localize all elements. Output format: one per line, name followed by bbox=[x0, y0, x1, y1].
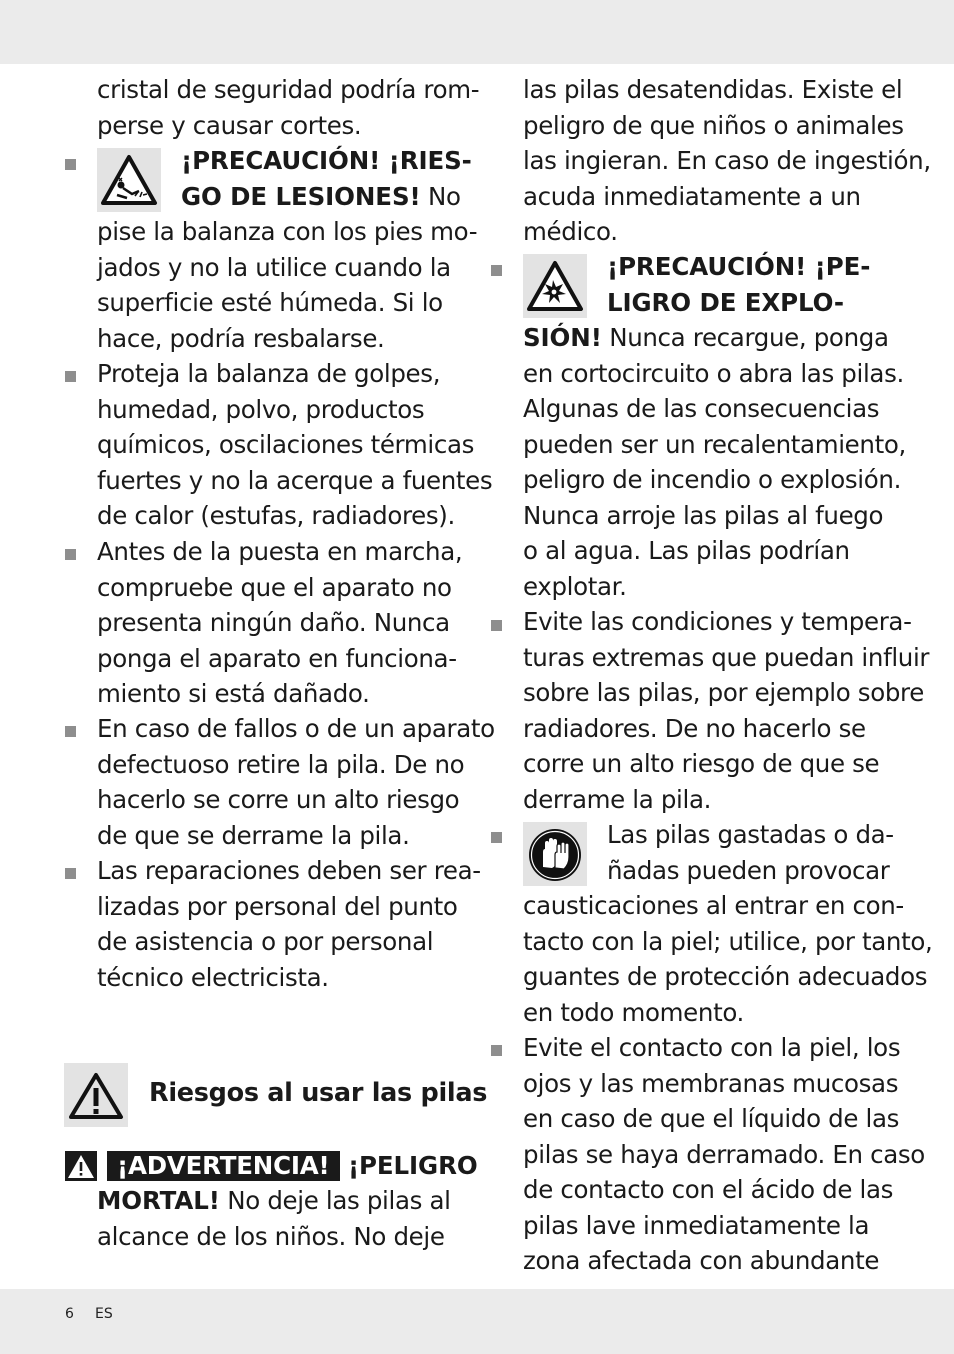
text-line: explotar. bbox=[523, 571, 627, 601]
text-line: pilas se haya derramado. En caso bbox=[523, 1139, 925, 1169]
text-line: químicos, oscilaciones térmicas bbox=[97, 430, 475, 459]
text-line: pilas lave inmediatamente la bbox=[523, 1210, 870, 1240]
page-top-band bbox=[0, 0, 954, 64]
injury-warning-icon bbox=[97, 148, 161, 212]
list-bullet bbox=[491, 1045, 502, 1056]
text-line: compruebe que el aparato no bbox=[97, 572, 452, 602]
language-code: ES bbox=[95, 1306, 113, 1322]
text-line: Algunas de las consecuencias bbox=[523, 394, 880, 423]
text-line: sobre las pilas, por ejemplo sobre bbox=[523, 678, 924, 707]
text-line: perse y causar cortes. bbox=[97, 110, 362, 140]
caution-title: ¡PRECAUCIÓN! ¡RIES- bbox=[181, 146, 472, 175]
text-line: corre un alto riesgo de que se bbox=[523, 749, 880, 778]
text-line: Evite el contacto con la piel, los bbox=[523, 1033, 901, 1062]
text-line: Nunca arroje las pilas al fuego bbox=[523, 500, 884, 530]
text-line: ojos y las membranas mucosas bbox=[523, 1068, 899, 1098]
list-bullet bbox=[65, 371, 76, 382]
protective-gloves-icon bbox=[523, 822, 587, 886]
text-line: o al agua. Las pilas podrían bbox=[523, 536, 850, 565]
text-line: defectuoso retire la pila. De no bbox=[97, 749, 465, 779]
caution-explosion-body bbox=[523, 320, 906, 604]
text-line: zona afectada con abundante bbox=[523, 1246, 880, 1275]
text-line: de que se derrame la pila. bbox=[97, 820, 410, 850]
left-column-top bbox=[97, 72, 479, 143]
text-line: de asistencia o por personal bbox=[97, 927, 434, 956]
text-line: superficie esté húmeda. Si lo bbox=[97, 288, 443, 317]
caution-title: ¡PRECAUCIÓN! ¡PE- bbox=[607, 252, 871, 281]
list-bullet bbox=[65, 159, 76, 170]
list-item bbox=[523, 1030, 925, 1279]
text-line: en cortocircuito o abra las pilas. bbox=[523, 358, 904, 388]
text-line: técnico electricista. bbox=[97, 962, 329, 992]
explosion-warning-icon bbox=[523, 254, 587, 318]
text-line: Antes de la puesta en marcha, bbox=[97, 537, 463, 566]
list-bullet bbox=[491, 832, 502, 843]
text-line: ponga el aparato en funciona- bbox=[97, 643, 457, 673]
caution-title: LIGRO DE EXPLO- bbox=[607, 287, 844, 317]
text-line: de calor (estufas, radiadores). bbox=[97, 501, 455, 530]
text-run: Nunca recargue, ponga bbox=[601, 323, 889, 352]
text-line: médico. bbox=[523, 217, 618, 246]
text-line: causticaciones al entrar en con- bbox=[523, 891, 904, 920]
warning-title: ¡PELIGRO bbox=[339, 1151, 478, 1180]
text-run: No bbox=[420, 181, 461, 211]
list-bullet bbox=[491, 265, 502, 276]
right-column-top bbox=[523, 72, 931, 250]
gloves-block bbox=[607, 817, 894, 888]
text-line: turas extremas que puedan influir bbox=[523, 642, 930, 672]
list-bullet bbox=[65, 726, 76, 737]
list-bullet bbox=[491, 620, 502, 631]
text-line: ñadas pueden provocar bbox=[607, 855, 890, 885]
text-line: tacto con la piel; utilice, por tanto, bbox=[523, 926, 933, 956]
text-line: alcance de los niños. No deje bbox=[97, 1221, 445, 1251]
text-line: peligro de que niños o animales bbox=[523, 110, 904, 140]
list-bullet bbox=[65, 549, 76, 560]
text-line: presenta ningún daño. Nunca bbox=[97, 608, 450, 637]
text-line: peligro de incendio o explosión. bbox=[523, 465, 902, 494]
list-bullet bbox=[65, 868, 76, 879]
text-line: fuertes y no la acerque a fuentes bbox=[97, 465, 493, 495]
text-line: las pilas desatendidas. Existe el bbox=[523, 75, 903, 104]
text-line: pise la balanza con los pies mo- bbox=[97, 217, 478, 246]
text-line: de contacto con el ácido de las bbox=[523, 1175, 894, 1204]
gloves-body bbox=[523, 888, 932, 1030]
page-number: 6 bbox=[65, 1306, 74, 1322]
caution-injury-body bbox=[97, 214, 477, 356]
text-line: Proteja la balanza de golpes, bbox=[97, 359, 441, 388]
text-line: guantes de protección adecuados bbox=[523, 962, 928, 991]
text-line: las ingieran. En caso de ingestión, bbox=[523, 146, 931, 175]
text-line: radiadores. De no hacerlo se bbox=[523, 713, 866, 743]
caution-explosion-block bbox=[607, 249, 870, 320]
warning-body bbox=[97, 1183, 451, 1254]
section-heading: Riesgos al usar las pilas bbox=[149, 1078, 488, 1108]
text-line: acuda inmediatamente a un bbox=[523, 181, 861, 211]
text-line: lizadas por personal del punto bbox=[97, 891, 458, 921]
list-item bbox=[97, 853, 481, 995]
text-line: derrame la pila. bbox=[523, 784, 712, 814]
text-line: pueden ser un recalentamiento, bbox=[523, 429, 906, 459]
warning-badge: ¡ADVERTENCIA! bbox=[107, 1151, 340, 1181]
text-line: en caso de que el líquido de las bbox=[523, 1104, 900, 1133]
warning-title: MORTAL! bbox=[97, 1186, 220, 1215]
list-item bbox=[97, 711, 495, 853]
caution-title: GO DE LESIONES! bbox=[181, 181, 421, 211]
text-line: miento si está dañado. bbox=[97, 679, 370, 708]
list-item bbox=[97, 356, 492, 534]
page-bottom-band bbox=[0, 1289, 954, 1354]
text-line: En caso de fallos o de un aparato bbox=[97, 714, 495, 743]
list-item bbox=[97, 534, 462, 712]
caution-title: SIÓN! bbox=[523, 323, 602, 352]
text-line: Las pilas gastadas o da- bbox=[607, 820, 894, 849]
text-line: en todo momento. bbox=[523, 997, 744, 1027]
text-run: No deje las pilas al bbox=[219, 1186, 451, 1215]
text-line: Las reparaciones deben ser rea- bbox=[97, 856, 481, 885]
warning-block bbox=[107, 1148, 478, 1184]
text-line: humedad, polvo, productos bbox=[97, 394, 425, 424]
list-item bbox=[523, 604, 929, 817]
warning-triangle-icon bbox=[64, 1063, 128, 1127]
text-line: cristal de seguridad podría rom- bbox=[97, 75, 480, 104]
text-line: hacerlo se corre un alto riesgo bbox=[97, 785, 460, 814]
caution-injury-block bbox=[181, 143, 472, 214]
warning-triangle-icon bbox=[65, 1151, 97, 1181]
text-line: Evite las condiciones y tempera- bbox=[523, 607, 912, 636]
text-line: hace, podría resbalarse. bbox=[97, 323, 385, 353]
text-line: jados y no la utilice cuando la bbox=[97, 252, 451, 282]
